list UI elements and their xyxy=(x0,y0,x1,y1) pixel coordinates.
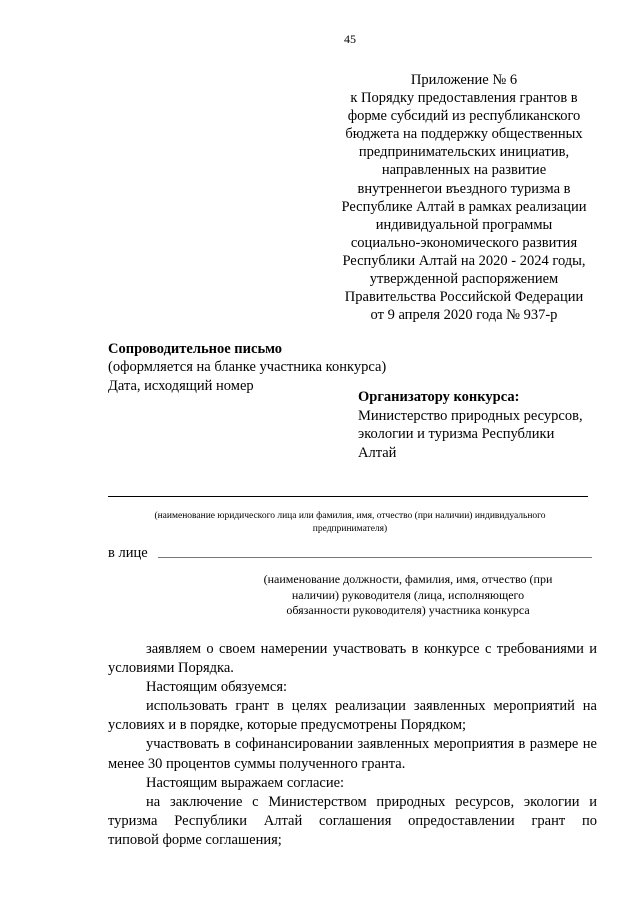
body-paragraph: заявляем о своем намерении участвовать в конкурсе с требованиями и условиями Порядка. xyxy=(108,641,597,677)
legal-name-note xyxy=(105,510,595,536)
appendix-line: Правительства Российской Федерации xyxy=(344,289,584,306)
representative-fill-line xyxy=(158,557,592,558)
appendix-block xyxy=(333,71,595,324)
page-number: 45 xyxy=(344,32,356,46)
cover-letter-title: Сопроводительное письмо xyxy=(108,341,283,357)
body-paragraph: участвовать в софинансировании заявленных мероприятия в размере не менее 30 процентов суммы полученного гранта. xyxy=(108,736,597,772)
in-person-label: в лице xyxy=(108,545,148,561)
body-text xyxy=(108,640,597,850)
organizer-line: экологии и туризма Республики xyxy=(358,426,555,443)
position-note-line: обязанности руководителя) участника конкурса xyxy=(286,603,530,617)
cover-letter-subtitle: (оформляется на бланке участника конкурса) xyxy=(108,359,387,376)
body-paragraph-line: туризма Республики Алтай соглашения опредоставлении грант по xyxy=(108,812,597,829)
body-paragraph: использовать грант в целях реализации заявленных мероприятий на условиях и в порядке, которые предусмотрены Порядком; xyxy=(108,698,597,734)
appendix-line: от 9 апреля 2020 года № 937-р xyxy=(370,307,558,324)
appendix-line: бюджета на поддержку общественных xyxy=(345,126,583,143)
body-paragraph: Настоящим выражаем согласие: xyxy=(146,774,345,791)
appendix-line: социально-экономического развития xyxy=(350,234,578,251)
legal-name-note-line: (наименование юридического лица или фамилия, имя, отчество (при наличии) индивидуального xyxy=(154,511,546,521)
body-paragraph-line: на заключение с Министерством природных ресурсов, экологии и xyxy=(146,793,597,810)
position-note-line: (наименование должности, фамилия, имя, отчество (при xyxy=(263,572,553,586)
appendix-line: направленных на развитие xyxy=(381,162,547,179)
appendix-line: форме субсидий из республиканского xyxy=(347,108,581,125)
organizer-line: Алтай xyxy=(358,444,397,461)
cover-letter-block xyxy=(108,340,386,395)
organizer-line: Министерство природных ресурсов, xyxy=(358,407,583,424)
legal-name-note-line: предпринимателя) xyxy=(312,524,388,534)
appendix-line: Приложение № 6 xyxy=(410,72,518,88)
appendix-line: индивидуальной программы xyxy=(375,216,553,233)
position-note xyxy=(238,572,578,619)
appendix-line: предпринимательских инициатив, xyxy=(358,144,570,161)
organizer-block xyxy=(358,388,608,462)
appendix-line: утвержденной распоряжением xyxy=(369,271,559,288)
appendix-line: внутреннегои въездного туризма в xyxy=(357,180,571,197)
appendix-line: к Порядку предоставления грантов в xyxy=(350,90,578,107)
body-paragraph-line: типовой форме соглашения; xyxy=(108,831,282,848)
legal-name-fill-line xyxy=(108,496,588,497)
position-note-line: наличии) руководителя (лица, исполняющего xyxy=(291,587,525,602)
appendix-line: Республики Алтай на 2020 - 2024 годы, xyxy=(342,252,586,269)
appendix-line: Республике Алтай в рамках реализации xyxy=(341,198,587,215)
date-number-line: Дата, исходящий номер xyxy=(108,377,254,394)
body-paragraph: Настоящим обязуемся: xyxy=(146,679,288,696)
organizer-heading: Организатору конкурса: xyxy=(358,389,520,405)
